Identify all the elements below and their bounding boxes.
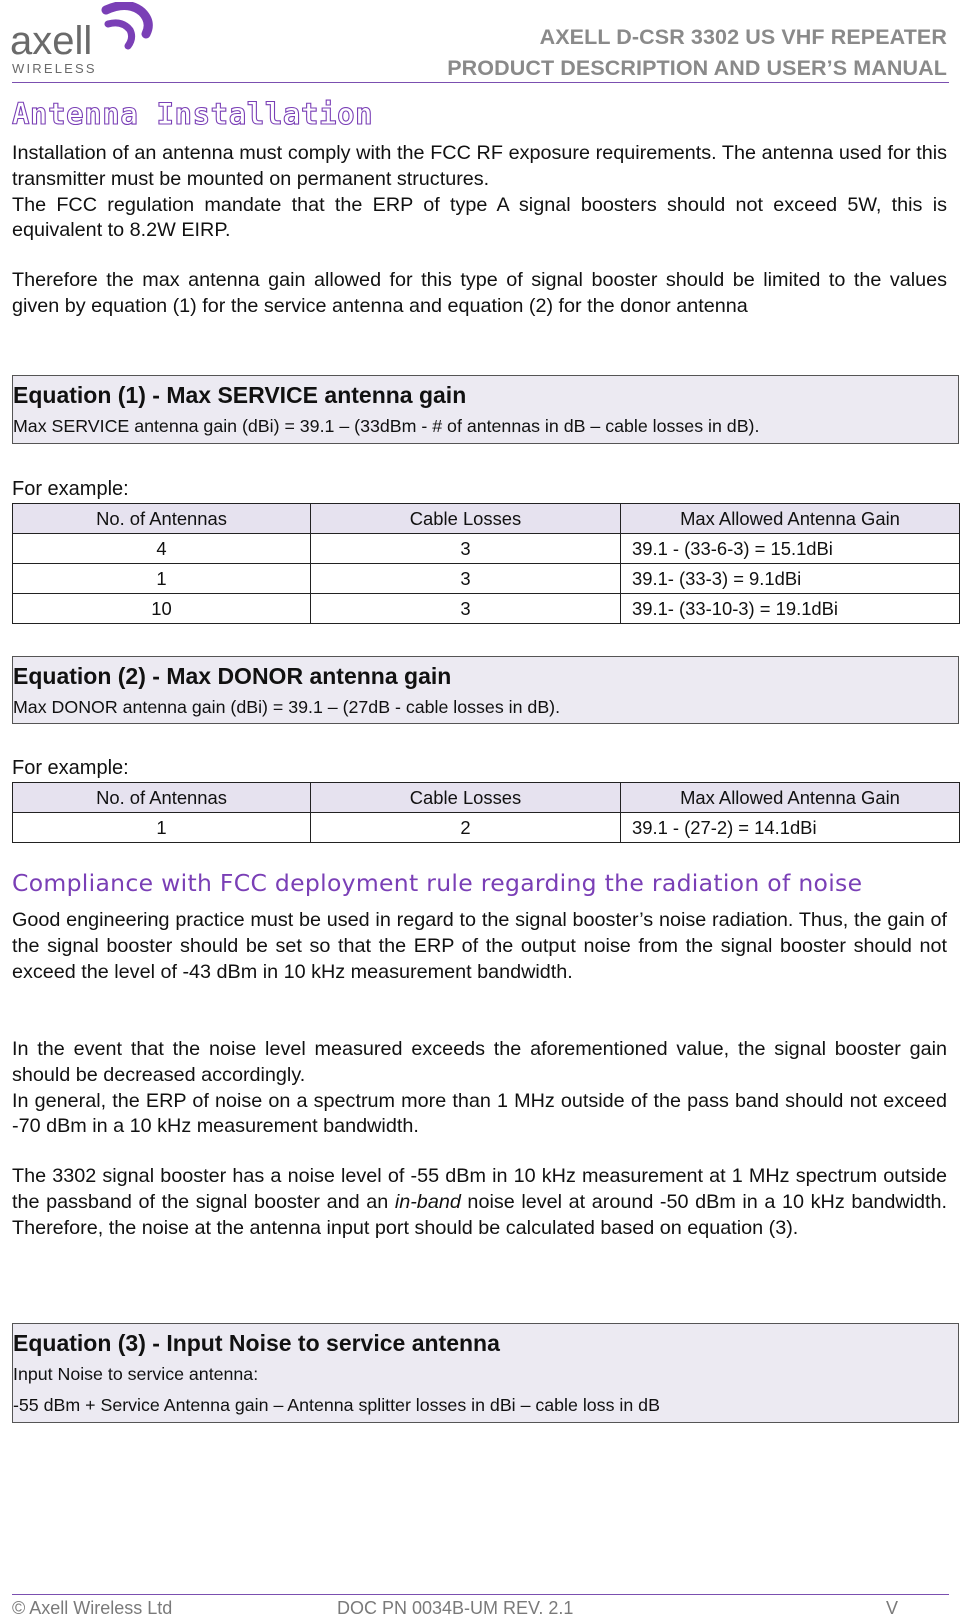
title-line-2: PRODUCT DESCRIPTION AND USER’S MANUAL [447,56,947,80]
column-header: No. of Antennas [13,783,311,813]
section-heading-antenna-installation: Antenna Installation [12,97,374,131]
equation-1-box [12,375,959,444]
table-row [13,813,960,843]
equation-3-formula: -55 dBm + Service Antenna gain – Antenna splitter losses in dBi – cable loss in dB [13,1395,660,1415]
column-header: Cable Losses [311,504,621,534]
equation-3-line-1: Input Noise to service antenna: [13,1364,259,1384]
equation-3-box [12,1323,959,1423]
footer-page-number: V [886,1598,899,1618]
table-row [13,594,960,624]
paragraph-text: Installation of an antenna must comply with the FCC RF exposure requirements. The antenna used for this transmitter must be mounted on permanent structures. [12,142,947,190]
document-title [447,22,947,84]
paragraph-text: In the event that the noise level measured exceeds the aforementioned value, the signal booster gain should be decreased accordingly. [12,1038,947,1086]
intro-paragraph [12,141,947,244]
noise-paragraph-3 [12,1164,947,1241]
equation-1-title: Equation (1) - Max SERVICE antenna gain [13,382,467,408]
section-heading-noise-compliance: Compliance with FCC deployment rule regarding the radiation of noise [12,869,863,897]
in-band-term: in-band [394,1190,461,1213]
table-cell: 39.1- (33-10-3) = 19.1dBi [621,594,960,624]
title-line-1: AXELL D-CSR 3302 US VHF REPEATER [539,25,947,49]
paragraph-text: noise level at around -50 dBm in a 10 kHz bandwidth. Therefore, the noise at the antenna input port should be calculated based on equation (3). [12,1190,947,1239]
table-header-row [13,783,960,813]
column-header: Max Allowed Antenna Gain [621,504,960,534]
column-header: Cable Losses [311,783,621,813]
donor-antenna-table [12,782,960,843]
noise-paragraph-1: Good engineering practice must be used in regard to the signal booster’s noise radiation. Thus, the gain of the signal booster should be set so that the ERP of the output noise from the signal booster should not exceed the level of -43 dBm in 10 kHz measurement bandwidth. [12,909,947,983]
antenna-gain-paragraph: Therefore the max antenna gain allowed for this type of signal booster should be limited to the values given by equation (1) for the service antenna and equation (2) for the donor antenna [12,269,947,317]
column-header: Max Allowed Antenna Gain [621,783,960,813]
equation-1-formula: Max SERVICE antenna gain (dBi) = 39.1 – (33dBm - # of antennas in dB – cable losses in dB). [13,416,760,436]
service-antenna-table [12,503,960,624]
table-cell: 1 [13,813,311,843]
table-cell: 39.1- (33-3) = 9.1dBi [621,564,960,594]
column-header: No. of Antennas [13,504,311,534]
table-row [13,534,960,564]
equation-2-box [12,656,959,724]
table-cell: 39.1 - (33-6-3) = 15.1dBi [621,534,960,564]
table-header-row [13,504,960,534]
table-cell: 1 [13,564,311,594]
footer-doc-number: DOC PN 0034B-UM REV. 2.1 [337,1598,574,1618]
table-cell: 39.1 - (27-2) = 14.1dBi [621,813,960,843]
paragraph-text: The FCC regulation mandate that the ERP of type A signal boosters should not exceed 5W, this is equivalent to 8.2W EIRP. [12,193,947,242]
axell-logo [10,2,160,78]
table-row [13,564,960,594]
footer-copyright: © Axell Wireless Ltd [12,1598,173,1618]
header-divider [12,82,949,83]
svg-text:WIRELESS: WIRELESS [12,61,97,76]
table-cell: 4 [13,534,311,564]
table-cell: 10 [13,594,311,624]
noise-paragraph-2 [12,1037,947,1140]
svg-text:axell: axell [10,19,93,63]
equation-2-formula: Max DONOR antenna gain (dBi) = 39.1 – (27dB - cable losses in dB). [13,697,561,717]
footer-divider [12,1594,949,1595]
example-label-2: For example: [12,757,129,779]
example-label-1: For example: [12,478,129,500]
table-cell: 3 [311,564,621,594]
paragraph-text: In general, the ERP of noise on a spectrum more than 1 MHz outside of the pass band should not exceed -70 dBm in a 10 kHz measurement bandwidth. [12,1089,947,1138]
table-cell: 2 [311,813,621,843]
equation-3-title: Equation (3) - Input Noise to service antenna [13,1330,500,1356]
equation-2-title: Equation (2) - Max DONOR antenna gain [13,663,452,689]
table-cell: 3 [311,534,621,564]
paragraph-text: The 3302 signal booster has a noise level of -55 dBm in 10 kHz measurement at 1 MHz spectrum outside the passband of the signal booster and an [12,1165,947,1213]
table-cell: 3 [311,594,621,624]
